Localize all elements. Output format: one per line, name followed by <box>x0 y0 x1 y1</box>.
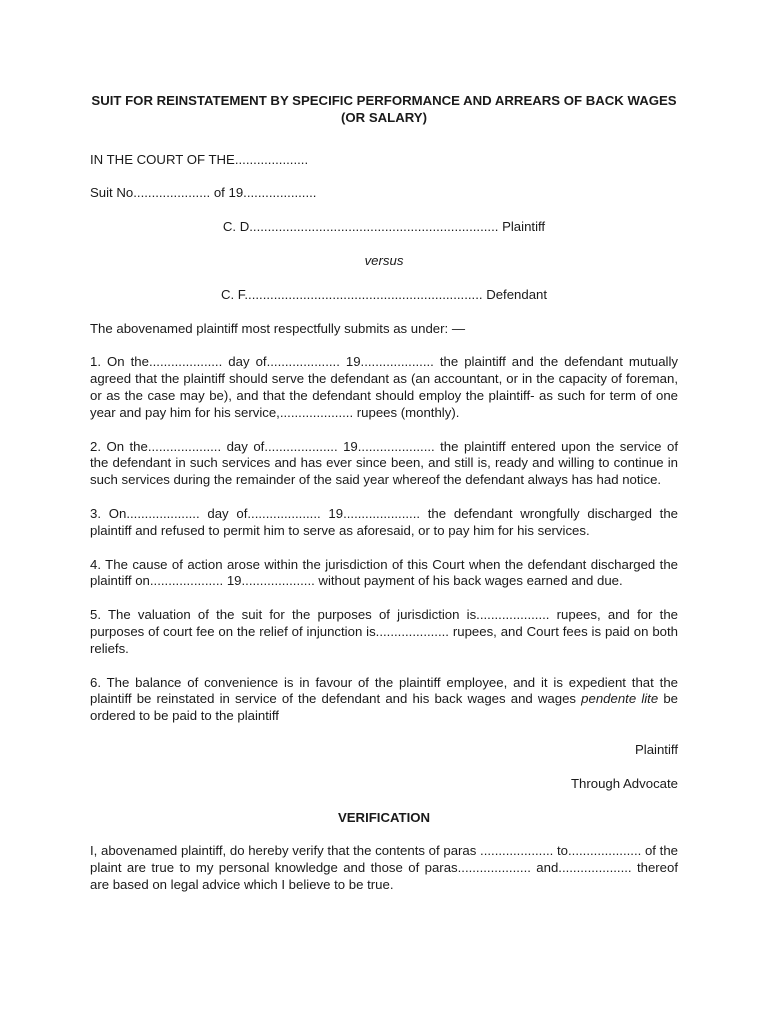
suit-number-line: Suit No..................... of 19.................... <box>90 185 317 201</box>
signature-advocate: Through Advocate <box>570 775 678 791</box>
paragraph-2-text: 2. On the.................... day of.................... 19..................... the plaintiff entered upon the service of the defendant in such services and has ever since been, and still is, ready and willing to continue in such services during the remainder of the said year whereof the defendant always has had notice. <box>90 438 678 488</box>
document-title: SUIT FOR REINSTATEMENT BY SPECIFIC PERFORMANCE AND ARREARS OF BACK WAGES (OR SALARY) <box>91 93 677 125</box>
court-line: IN THE COURT OF THE.................... <box>90 151 309 167</box>
versus-line: versus <box>364 252 404 268</box>
paragraph-5 <box>90 607 678 657</box>
intro-line: The abovenamed plaintiff most respectfully submits as under: — <box>90 320 466 336</box>
defendant-line: C. F................................................................. Defendant <box>220 286 548 302</box>
paragraph-6-latin-phrase: pendente lite <box>581 691 659 707</box>
paragraph-3 <box>90 506 678 540</box>
paragraph-6-text-end: be ordered to be paid to the plaintiff <box>90 691 679 724</box>
verification-text: I, abovenamed plaintiff, do hereby verify that the contents of paras .................... to.................... of the plaint are true to my personal knowledge and those of paras.................... and.................... thereof are based on legal advice which I believe to be true. <box>90 843 678 892</box>
paragraph-1-text: 1. On the.................... day of.................... 19.................... the plaintiff and the defendant mutually agreed that the plaintiff should serve the defendant as (an accountant, or in the capacity of foreman, or as the case may be), and that the defendant should employ the plaintiff- as such for term of one year and pay him for his service,.................... rupees (monthly). <box>90 354 678 420</box>
verification-heading: VERIFICATION <box>337 809 431 825</box>
paragraph-4-text: 4. The cause of action arose within the jurisdiction of this Court when the defendant discharged the plaintiff on.................... 19.................... without payment of his back wages earned and due. <box>90 556 678 589</box>
paragraph-5-text: 5. The valuation of the suit for the purposes of jurisdiction is.................... rupees, and for the purposes of court fee on the relief of injunction is.................... rupees, and Court fees is paid on both reliefs. <box>90 607 678 656</box>
signature-plaintiff: Plaintiff <box>634 741 678 757</box>
paragraph-1 <box>90 354 678 421</box>
paragraph-6 <box>90 675 678 725</box>
plaintiff-line: C. D.................................................................... Plaintiff <box>222 219 546 235</box>
paragraph-3-text: 3. On.................... day of.................... 19..................... the defendant wrongfully discharged the plaintiff and refused to permit him to serve as aforesaid, or to pay him for his services. <box>90 505 678 538</box>
paragraph-4 <box>90 557 678 591</box>
paragraph-6-text: 6. The balance of convenience is in favour of the plaintiff employee, and it is expedient that the plaintiff be reinstated in service of the defendant and his back wages and wages <box>90 674 678 707</box>
paragraph-2 <box>90 439 678 489</box>
